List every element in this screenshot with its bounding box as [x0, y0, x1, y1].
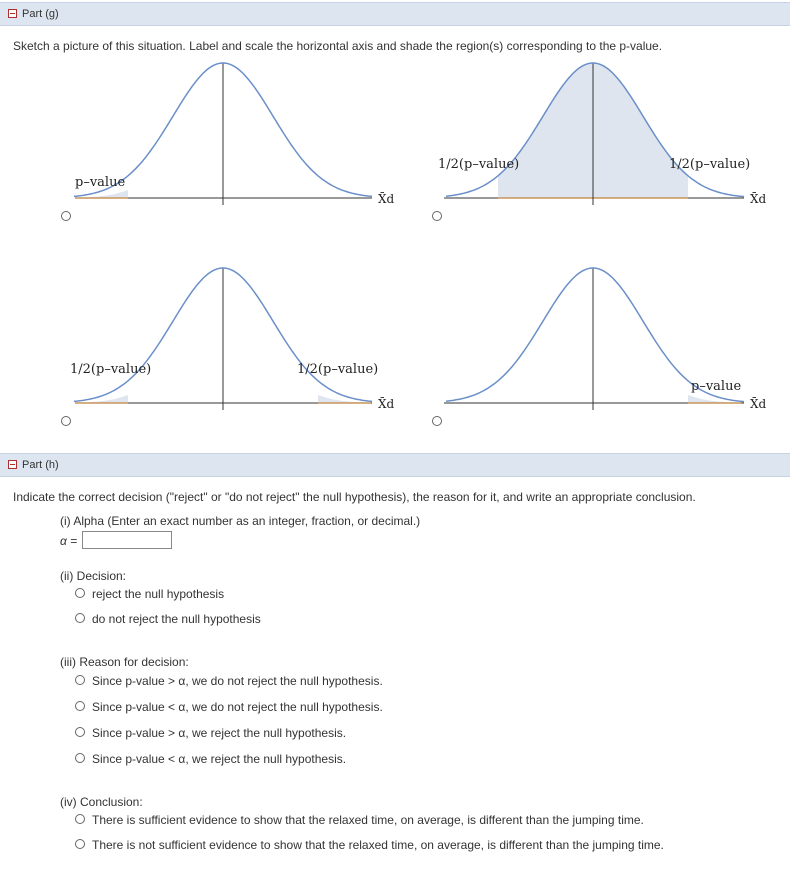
alpha-label: (i) Alpha (Enter an exact number as an integer, fraction, or decimal.)	[60, 514, 421, 528]
conclusion-option-radio[interactable]	[75, 839, 85, 849]
part-h-title: Part (h)	[22, 459, 59, 471]
decision-option-label: do not reject the null hypothesis	[92, 612, 261, 626]
graph-option-3-radio[interactable]	[61, 416, 71, 426]
reason-option-label: Since p-value < α, we do not reject the null hypothesis.	[92, 700, 383, 714]
reason-option-radio[interactable]	[75, 753, 85, 763]
graph-option-4	[432, 260, 777, 420]
alpha-input[interactable]	[82, 531, 172, 549]
graph-label-right: 1/2(p–value)	[669, 157, 751, 172]
decision-label: (ii) Decision:	[60, 569, 127, 583]
reason-label: (iii) Reason for decision:	[60, 655, 189, 669]
x-axis-label: X̄d	[750, 192, 767, 206]
conclusion-option-label: There is sufficient evidence to show that the relaxed time, on average, is different than the jumping time.	[92, 813, 644, 827]
reason-option-label: Since p-value > α, we do not reject the null hypothesis.	[92, 674, 383, 688]
collapse-icon[interactable]	[8, 460, 17, 469]
collapse-icon[interactable]	[8, 9, 17, 18]
graph-label: p–value	[691, 379, 742, 394]
reason-option-radio[interactable]	[75, 675, 85, 685]
x-axis-label: X̄d	[378, 397, 395, 411]
graph-option-1-radio[interactable]	[61, 211, 71, 221]
conclusion-option-radio[interactable]	[75, 814, 85, 824]
graph-label-left: 1/2(p–value)	[438, 157, 520, 172]
part-g-header[interactable]	[0, 2, 790, 26]
graph-option-2	[432, 55, 777, 215]
x-axis-label: X̄d	[750, 397, 767, 411]
x-axis-label: X̄d	[378, 192, 395, 206]
graph-option-2-radio[interactable]	[432, 211, 442, 221]
alpha-prefix: α =	[60, 534, 78, 548]
graph-label-right: 1/2(p–value)	[297, 362, 379, 377]
decision-option-radio[interactable]	[75, 588, 85, 598]
part-g-title: Part (g)	[22, 8, 59, 20]
decision-option-label: reject the null hypothesis	[92, 587, 225, 601]
reason-option-radio[interactable]	[75, 727, 85, 737]
part-h-instruction: Indicate the correct decision ("reject" or "do not reject" the null hypothesis), the reason for it, and write an appropriate conclusion.	[13, 490, 696, 504]
graph-label: p–value	[75, 175, 126, 190]
reason-option-label: Since p-value > α, we reject the null hypothesis.	[92, 726, 347, 740]
part-h-header[interactable]	[0, 453, 790, 477]
conclusion-option-label: There is not sufficient evidence to show that the relaxed time, on average, is different than the jumping time.	[92, 838, 664, 852]
graph-option-4-radio[interactable]	[432, 416, 442, 426]
reason-option-label: Since p-value < α, we reject the null hypothesis.	[92, 752, 347, 766]
graph-option-1	[60, 55, 405, 215]
decision-option-radio[interactable]	[75, 613, 85, 623]
part-g-instruction: Sketch a picture of this situation. Label and scale the horizontal axis and shade the region(s) corresponding to the p-value.	[13, 39, 663, 53]
conclusion-label: (iv) Conclusion:	[60, 795, 143, 809]
reason-option-radio[interactable]	[75, 701, 85, 711]
graph-option-3	[60, 260, 405, 420]
graph-label-left: 1/2(p–value)	[70, 362, 152, 377]
